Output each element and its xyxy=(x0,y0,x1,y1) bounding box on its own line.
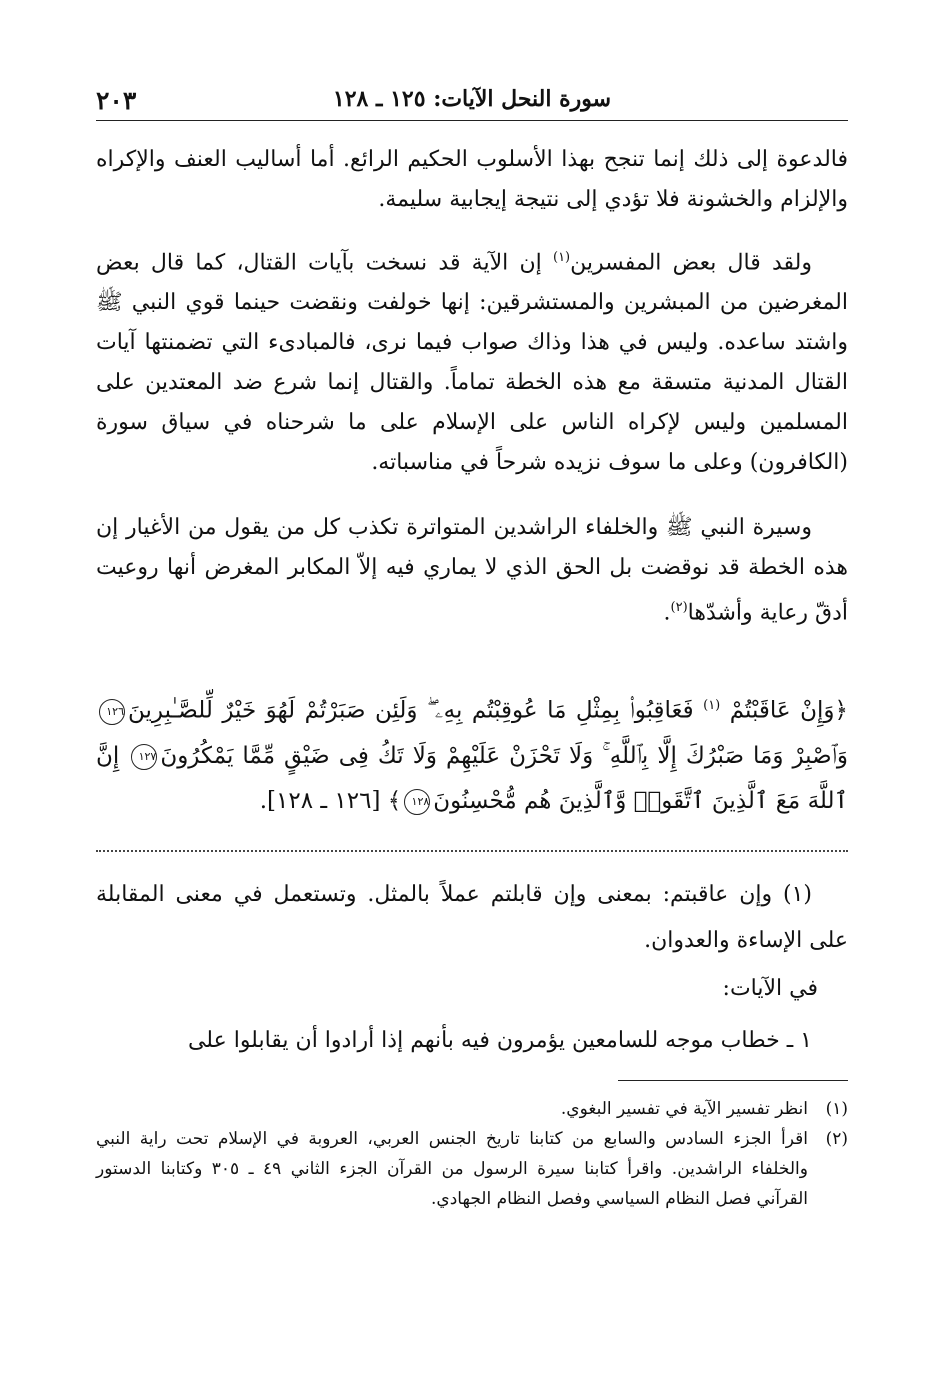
commentary-item-1 xyxy=(96,1018,848,1064)
verse-segment-4: إِنَّ ٱللَّهَ مَعَ ٱلَّذِينَ ٱتَّقَوا۟ وَّٱلَّذِينَ هُم مُّحْسِنُونَ xyxy=(96,742,848,814)
footnote-2-text: اقرأ الجزء السادس والسابع من كتابنا تاريخ الجنس العربي، العروبة في الإسلام تحت راية النبي والخلفاء الراشدين. واقرأ كتابنا سيرة الرسول من القرآن الجزء الثاني ٤٩ ـ ٣٠٥ وكتابنا الدستور القرآني فصل النظام السياسي وفصل النظام الجهادي. xyxy=(96,1129,808,1209)
commentary-note-1 xyxy=(96,872,848,964)
ornate-bracket-close: ﴾ xyxy=(387,787,402,814)
footnotes xyxy=(96,1094,848,1214)
paragraph-2-text xyxy=(96,238,848,483)
verse-range: [١٢٦ ـ ١٢٨]. xyxy=(259,787,388,814)
commentary-note-1-text: (١) وإن عاقبتم: بمعنى وإن قابلتم عملاً بالمثل. وتستعمل في معنى المقابلة على الإساءة والعدوان. xyxy=(96,882,848,953)
commentary-item-1-text: ١ ـ خطاب موجه للسامعين يؤمرون فيه بأنهم إذا أرادوا أن يقابلوا على xyxy=(187,1028,812,1053)
paragraph-1 xyxy=(96,140,848,220)
ayah-number-128: ١٢٨ xyxy=(404,789,430,815)
verse-segment-2: فَعَاقِبُوا۟ بِمِثْلِ مَا عُوقِبْتُم بِهِۦ ۖ وَلَئِن صَبَرْتُمْ لَهُوَ خَيْرٌ لِّلصَّـٰبِرِينَ xyxy=(128,697,704,724)
section-heading-text: في الآيات: xyxy=(722,976,818,1001)
ayah-number-127: ١٢٧ xyxy=(131,744,157,770)
running-title: سورة النحل الآيات: ١٢٥ ـ ١٢٨ xyxy=(332,86,612,112)
footnote-1-number: (١) xyxy=(825,1099,848,1119)
section-heading xyxy=(96,966,848,1012)
footnote-1-text: انظر تفسير الآية في تفسير البغوي. xyxy=(560,1099,808,1119)
ornate-bracket-open: ﴿ xyxy=(834,697,848,724)
dotted-separator xyxy=(96,850,848,852)
footnote-1 xyxy=(96,1094,848,1124)
quran-verses xyxy=(96,683,848,824)
paragraph-1-text: فالدعوة إلى ذلك إنما تنجح بهذا الأسلوب الحكيم الرائع. أما أساليب العنف والإكراه والإلزام والخشونة فلا تؤدي إلى نتيجة إيجابية سليمة. xyxy=(96,147,848,212)
verse-segment-1: وَإِنْ عَاقَبْتُمْ xyxy=(720,697,835,724)
footnote-2 xyxy=(96,1124,848,1214)
verse-note-ref: (١) xyxy=(703,698,721,713)
ayah-number-126: ١٢٦ xyxy=(99,699,125,725)
page-number: ٢٠٣ xyxy=(96,86,137,115)
paragraph-3-end: . xyxy=(663,600,671,626)
paragraph-2-rest: إن الآية قد نسخت بآيات القتال، كما قال بعض المغرضين من المبشرين والمستشرقين: إنها خولفت ونقضت حينما قوي النبي ﷺ واشتد ساعده. وليس في هذا وذاك صواب فيما نرى، فالمبادىء التي تضمنتها آيات القتال المدنية متسقة مع هذه الخطة تماماً. والقتال إنما شرع ضد المعتدين على المسلمين وليس لإكراه الناس على الإسلام على ما شرحناه في سياق سورة (الكافرون) وعلى ما سوف نزيده شرحاً في مناسباته. xyxy=(96,250,848,476)
paragraph-3-text xyxy=(96,508,848,633)
footnote-ref-2: (٢) xyxy=(670,600,688,615)
paragraph-3 xyxy=(96,508,848,633)
paragraph-2 xyxy=(96,238,848,483)
verse-segment-3: وَٱصْبِرْ وَمَا صَبْرُكَ إِلَّا بِٱللَّهِ ۚ وَلَا تَحْزَنْ عَلَيْهِمْ وَلَا تَكُ فِى ضَيْقٍ مِّمَّا يَمْكُرُونَ xyxy=(160,742,849,769)
paragraph-2-start: ولقد قال بعض المفسرين xyxy=(570,250,812,276)
paragraph-3-body: وسيرة النبي ﷺ والخلفاء الراشدين المتواترة تكذب كل من يقول من الأغيار إن هذه الخطة قد نوقضت بل الحق الذي لا يماري فيه إلاّ المكابر المغرض أنها روعيت أدقّ رعاية وأشدّها xyxy=(96,515,848,626)
footnote-ref-1: (١) xyxy=(552,250,571,265)
footnote-2-number: (٢) xyxy=(825,1129,848,1149)
page-header xyxy=(96,80,848,121)
footnote-rule xyxy=(618,1080,848,1081)
